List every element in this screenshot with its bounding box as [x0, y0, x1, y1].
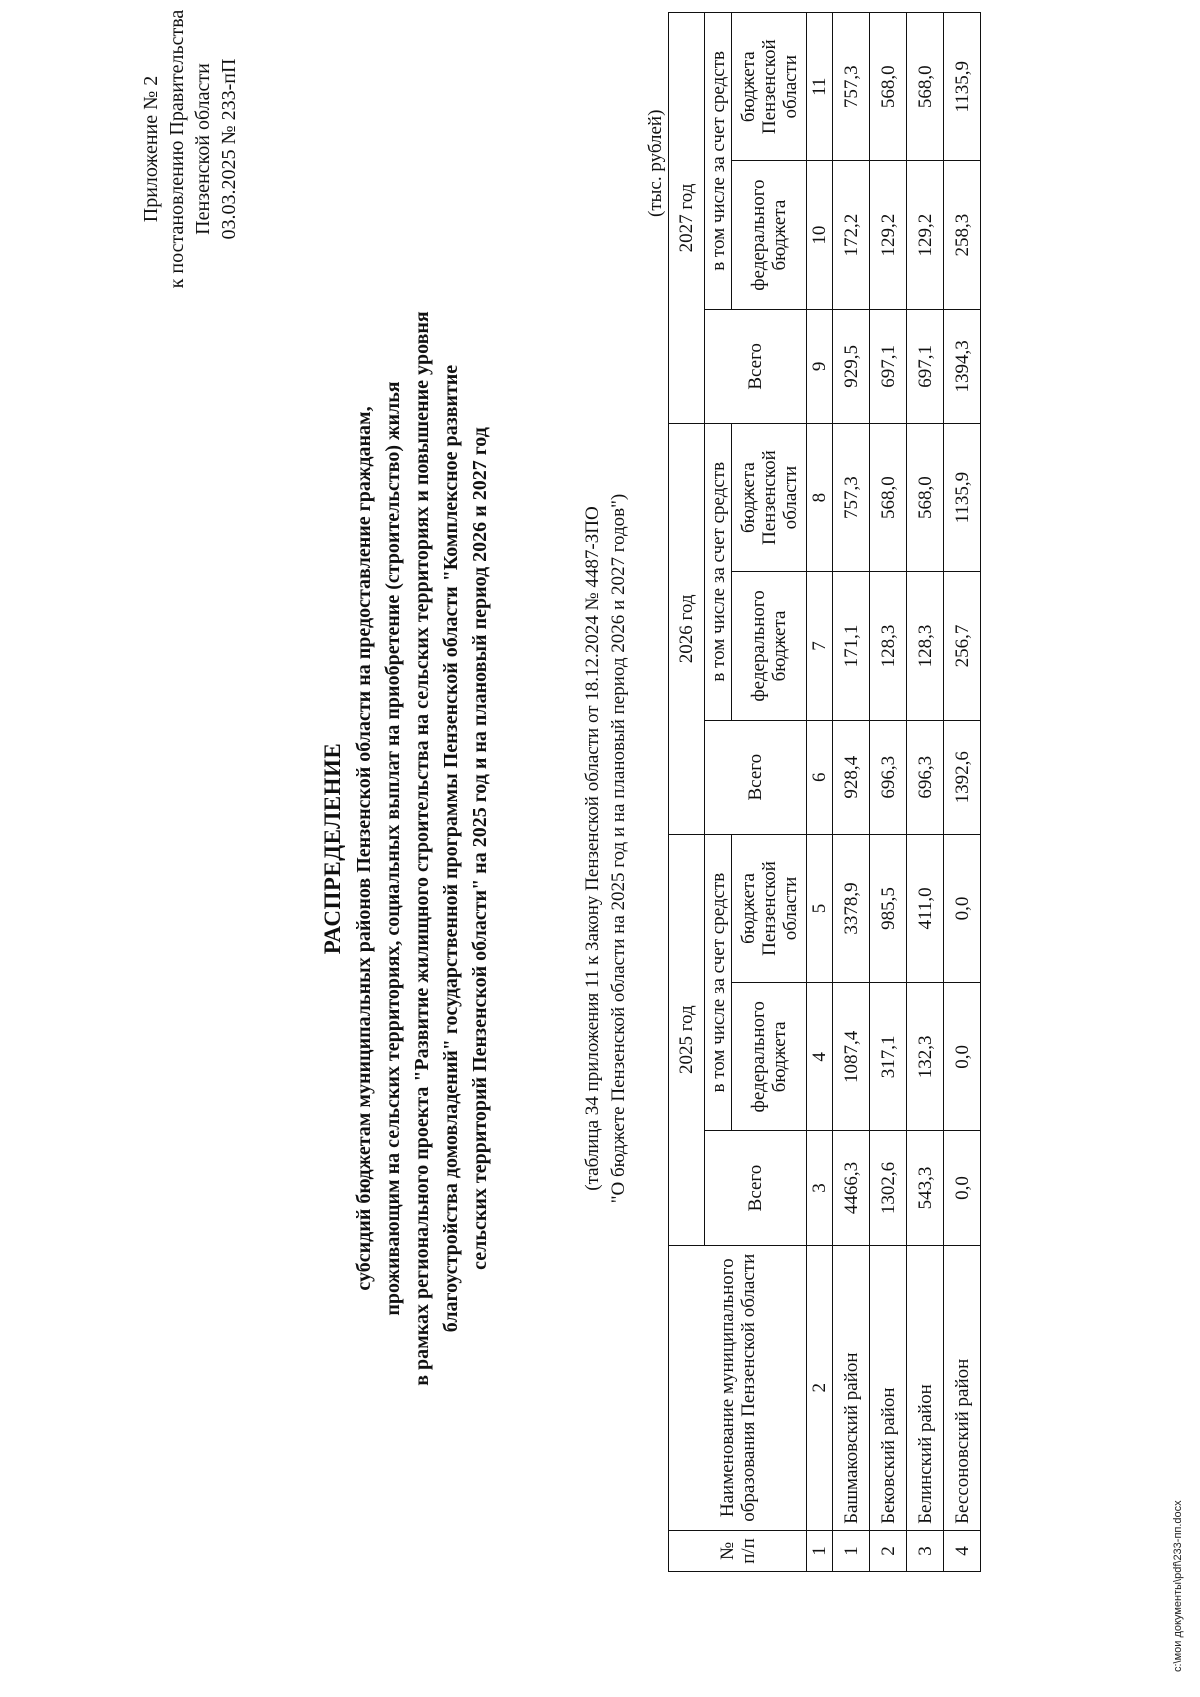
title-line: в рамках регионального проекта "Развитие жилищного строительства на сельских территориях и повышение уровня [411, 311, 433, 1386]
cell-value: 568,0 [907, 423, 944, 571]
cell-value: 171,1 [833, 572, 870, 720]
cell-value: 172,2 [833, 161, 870, 309]
header-incl: в том числе за счет средств [705, 13, 732, 310]
header-total: Всего [705, 309, 807, 423]
row-district-name: Башмаковский район [833, 1245, 870, 1530]
header-name: Наименование муниципального образования Пензенской области [669, 1245, 807, 1530]
column-number: 11 [807, 13, 833, 161]
cell-value: 3378,9 [833, 834, 870, 982]
cell-value: 928,4 [833, 720, 870, 834]
cell-value: 543,3 [907, 1131, 944, 1245]
table-row [833, 13, 870, 1572]
cell-value: 1302,6 [870, 1131, 907, 1245]
table-row [870, 13, 907, 1572]
cell-value: 568,0 [870, 423, 907, 571]
cell-value: 129,2 [907, 161, 944, 309]
row-num: 4 [944, 1530, 981, 1571]
title-line: проживающим на сельских территориях, социальных выплат на приобретение (строительство) жилья [382, 381, 404, 1316]
law-reference-line: (таблица 34 приложения 11 к Закону Пензенской области от 18.12.2024 № 4487-ЗПО [582, 506, 603, 1191]
document-title [318, 20, 495, 1677]
cell-value: 985,5 [870, 834, 907, 982]
header-incl: в том числе за счет средств [705, 834, 732, 1131]
header-year-2026: 2026 год [669, 423, 705, 834]
law-reference-line: "О бюджете Пензенской области на 2025 год и на плановый период 2026 и 2027 годов") [608, 493, 629, 1204]
cell-value: 317,1 [870, 983, 907, 1131]
cell-value: 0,0 [944, 983, 981, 1131]
header-total: Всего [705, 720, 807, 834]
row-num: 2 [870, 1530, 907, 1571]
column-number-row [807, 13, 833, 1572]
header-regional: бюджета Пензенской области [732, 423, 807, 571]
appendix-line: 03.03.2025 № 233-пП [218, 58, 240, 240]
row-num: 1 [833, 1530, 870, 1571]
cell-value: 757,3 [833, 423, 870, 571]
title-line: субсидий бюджетам муниципальных районов Пензенской области на предоставление гражданам, [353, 406, 375, 1291]
column-number: 9 [807, 309, 833, 423]
row-district-name: Бессоновский район [944, 1245, 981, 1530]
cell-value: 929,5 [833, 309, 870, 423]
cell-value: 1135,9 [944, 13, 981, 161]
header-incl: в том числе за счет средств [705, 423, 732, 720]
column-number: 2 [807, 1245, 833, 1530]
column-number: 7 [807, 572, 833, 720]
cell-value: 0,0 [944, 1131, 981, 1245]
header-year-2027: 2027 год [669, 13, 705, 424]
row-num: 3 [907, 1530, 944, 1571]
cell-value: 568,0 [907, 13, 944, 161]
appendix-line: к постановлению Правительства [166, 9, 188, 289]
cell-value: 697,1 [907, 309, 944, 423]
cell-value: 696,3 [870, 720, 907, 834]
cell-value: 128,3 [907, 572, 944, 720]
cell-value: 568,0 [870, 13, 907, 161]
title-line: благоустройства домовладений" государственной программы Пензенской области "Комплексное развитие [440, 364, 462, 1333]
law-reference [580, 20, 632, 1677]
cell-value: 4466,3 [833, 1131, 870, 1245]
column-number: 1 [807, 1530, 833, 1571]
cell-value: 697,1 [870, 309, 907, 423]
header-num: № п/п [669, 1530, 807, 1571]
cell-value: 1392,6 [944, 720, 981, 834]
table-row [944, 13, 981, 1572]
column-number: 6 [807, 720, 833, 834]
cell-value: 132,3 [907, 983, 944, 1131]
file-path-footer: c:\мои документы\pdf\233-пп.docx [1172, 1500, 1184, 1672]
header-federal: федерального бюджета [732, 983, 807, 1131]
header-total: Всего [705, 1131, 807, 1245]
header-regional: бюджета Пензенской области [732, 13, 807, 161]
title-heading: РАСПРЕДЕЛЕНИЕ [320, 742, 345, 955]
cell-value: 1135,9 [944, 423, 981, 571]
header-federal: федерального бюджета [732, 161, 807, 309]
cell-value: 696,3 [907, 720, 944, 834]
cell-value: 1394,3 [944, 309, 981, 423]
column-number: 5 [807, 834, 833, 982]
cell-value: 258,3 [944, 161, 981, 309]
cell-value: 411,0 [907, 834, 944, 982]
cell-value: 757,3 [833, 13, 870, 161]
row-district-name: Белинский район [907, 1245, 944, 1530]
distribution-table [668, 12, 981, 1572]
appendix-line: Пензенской области [192, 63, 214, 235]
units-label: (тыс. рублей) [645, 109, 666, 217]
header-federal: федерального бюджета [732, 572, 807, 720]
header-year-2025: 2025 год [669, 834, 705, 1245]
table-row [907, 13, 944, 1572]
column-number: 10 [807, 161, 833, 309]
cell-value: 128,3 [870, 572, 907, 720]
cell-value: 129,2 [870, 161, 907, 309]
header-regional: бюджета Пензенской области [732, 834, 807, 982]
title-line: сельских территорий Пензенской области" на 2025 год и на плановый период 2026 и 2027 год [469, 427, 491, 1270]
column-number: 3 [807, 1131, 833, 1245]
appendix-note [138, 0, 242, 299]
row-district-name: Бековский район [870, 1245, 907, 1530]
appendix-line: Приложение № 2 [140, 75, 162, 223]
cell-value: 256,7 [944, 572, 981, 720]
column-number: 4 [807, 983, 833, 1131]
cell-value: 1087,4 [833, 983, 870, 1131]
cell-value: 0,0 [944, 834, 981, 982]
column-number: 8 [807, 423, 833, 571]
